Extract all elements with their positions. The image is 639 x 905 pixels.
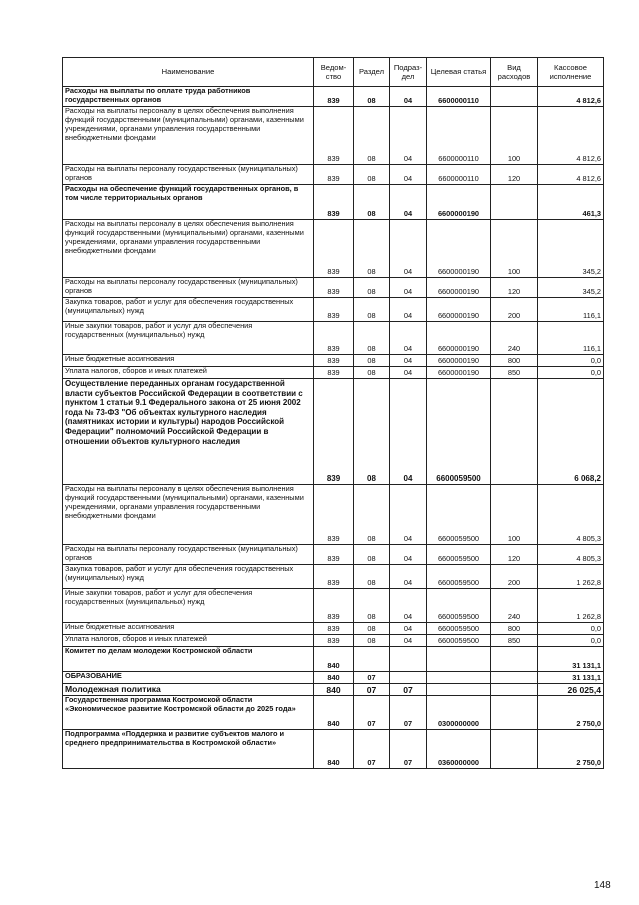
cell-dept: 840	[314, 672, 354, 684]
cell-subsection: 04	[390, 355, 427, 367]
cell-section: 08	[354, 107, 390, 165]
table-row	[63, 165, 604, 185]
cell-amount: 4 805,3	[538, 485, 604, 545]
cell-type: 120	[491, 545, 538, 565]
cell-subsection: 04	[390, 87, 427, 107]
cell-dept: 839	[314, 623, 354, 635]
cell-dept: 839	[314, 635, 354, 647]
cell-section: 08	[354, 379, 390, 485]
cell-target: 6600059500	[427, 565, 491, 589]
cell-subsection: 04	[390, 623, 427, 635]
cell-section: 08	[354, 485, 390, 545]
cell-type: 800	[491, 355, 538, 367]
cell-name: Молодежная политика	[63, 684, 314, 696]
cell-subsection: 04	[390, 185, 427, 220]
cell-target: 6600000190	[427, 322, 491, 355]
cell-name: Уплата налогов, сборов и иных платежей	[63, 367, 314, 379]
cell-name: Подпрограмма «Поддержка и развитие субъектов малого и среднего предпринимательства в Костромской области»	[63, 730, 314, 769]
cell-type: 850	[491, 635, 538, 647]
cell-dept: 840	[314, 696, 354, 730]
cell-amount: 0,0	[538, 355, 604, 367]
table-row	[63, 367, 604, 379]
cell-section: 08	[354, 87, 390, 107]
cell-amount: 31 131,1	[538, 672, 604, 684]
cell-target: 6600059500	[427, 589, 491, 623]
cell-amount: 0,0	[538, 367, 604, 379]
cell-subsection: 04	[390, 379, 427, 485]
cell-amount: 345,2	[538, 278, 604, 298]
cell-section: 08	[354, 165, 390, 185]
cell-dept: 839	[314, 589, 354, 623]
table-row	[63, 379, 604, 485]
cell-type	[491, 672, 538, 684]
cell-name: Иные бюджетные ассигнования	[63, 623, 314, 635]
cell-name: Комитет по делам молодежи Костромской области	[63, 647, 314, 672]
cell-amount: 31 131,1	[538, 647, 604, 672]
table-row	[63, 635, 604, 647]
cell-dept: 839	[314, 107, 354, 165]
table-row	[63, 684, 604, 696]
cell-target: 6600000190	[427, 220, 491, 278]
table-row	[63, 355, 604, 367]
cell-section: 08	[354, 322, 390, 355]
cell-name: Осуществление переданных органам государственной власти субъектов Российской Федерации в соответствии с пунктом 1 статьи 9.1 Федерального закона от 25 июня 2002 года № 73-ФЗ "Об объектах культурного наследия (памятниках истории и культуры) народов Российской Федерации" полномочий Российской Федерации в отношении объектов культурного наследия	[63, 379, 314, 485]
cell-amount: 116,1	[538, 298, 604, 322]
table-row	[63, 545, 604, 565]
cell-dept: 839	[314, 367, 354, 379]
cell-section: 07	[354, 672, 390, 684]
cell-section: 08	[354, 220, 390, 278]
cell-target: 6600000190	[427, 355, 491, 367]
cell-target: 6600059500	[427, 635, 491, 647]
cell-dept: 839	[314, 485, 354, 545]
cell-target: 6600000110	[427, 107, 491, 165]
cell-amount: 26 025,4	[538, 684, 604, 696]
cell-subsection: 04	[390, 545, 427, 565]
table-row	[63, 278, 604, 298]
cell-section: 07	[354, 684, 390, 696]
cell-type: 240	[491, 589, 538, 623]
cell-section: 08	[354, 565, 390, 589]
cell-amount: 2 750,0	[538, 730, 604, 769]
cell-name: Расходы на обеспечение функций государственных органов, в том числе территориальных органов	[63, 185, 314, 220]
cell-subsection: 04	[390, 367, 427, 379]
table-row	[63, 185, 604, 220]
cell-subsection: 04	[390, 485, 427, 545]
cell-subsection: 07	[390, 696, 427, 730]
header-subsection: Подраз-дел	[390, 58, 427, 87]
cell-name: Закупка товаров, работ и услуг для обеспечения государственных (муниципальных) нужд	[63, 565, 314, 589]
cell-type: 100	[491, 107, 538, 165]
table-row	[63, 672, 604, 684]
cell-type	[491, 730, 538, 769]
cell-name: Расходы на выплаты персоналу государственных (муниципальных) органов	[63, 165, 314, 185]
cell-name: Расходы на выплаты персоналу в целях обеспечения выполнения функций государственными (муниципальными) органами, казенными учреждениями, органами управления государственными внебюджетными фондами	[63, 485, 314, 545]
cell-name: Расходы на выплаты персоналу государственных (муниципальных) органов	[63, 545, 314, 565]
cell-section: 08	[354, 355, 390, 367]
page-number: 148	[594, 880, 611, 891]
cell-type	[491, 647, 538, 672]
cell-subsection: 04	[390, 107, 427, 165]
cell-target: 6600000190	[427, 185, 491, 220]
cell-section: 08	[354, 367, 390, 379]
cell-amount: 4 812,6	[538, 165, 604, 185]
cell-target: 6600000190	[427, 298, 491, 322]
cell-target: 0300000000	[427, 696, 491, 730]
cell-dept: 839	[314, 298, 354, 322]
cell-name: ОБРАЗОВАНИЕ	[63, 672, 314, 684]
table-row	[63, 730, 604, 769]
cell-subsection	[390, 647, 427, 672]
cell-target: 6600059500	[427, 485, 491, 545]
cell-name: Иные бюджетные ассигнования	[63, 355, 314, 367]
cell-target: 6600059500	[427, 623, 491, 635]
cell-section: 08	[354, 589, 390, 623]
table-row	[63, 623, 604, 635]
cell-target: 6600059500	[427, 379, 491, 485]
cell-dept: 839	[314, 278, 354, 298]
cell-amount: 116,1	[538, 322, 604, 355]
table-header-row	[63, 58, 604, 87]
cell-type	[491, 696, 538, 730]
table-row	[63, 220, 604, 278]
cell-type: 850	[491, 367, 538, 379]
cell-subsection: 04	[390, 565, 427, 589]
header-amount: Кассовое исполнение	[538, 58, 604, 87]
cell-target	[427, 684, 491, 696]
cell-target: 6600000110	[427, 165, 491, 185]
cell-section: 08	[354, 635, 390, 647]
cell-type: 120	[491, 165, 538, 185]
cell-dept: 839	[314, 185, 354, 220]
cell-type: 800	[491, 623, 538, 635]
budget-table	[62, 57, 604, 769]
cell-type	[491, 87, 538, 107]
cell-amount: 345,2	[538, 220, 604, 278]
cell-subsection: 04	[390, 165, 427, 185]
cell-target: 6600000190	[427, 367, 491, 379]
cell-amount: 0,0	[538, 635, 604, 647]
cell-type	[491, 684, 538, 696]
table-row	[63, 647, 604, 672]
cell-name: Расходы на выплаты персоналу государственных (муниципальных) органов	[63, 278, 314, 298]
cell-dept: 840	[314, 684, 354, 696]
header-type: Вид расходов	[491, 58, 538, 87]
cell-section	[354, 647, 390, 672]
cell-section: 08	[354, 623, 390, 635]
cell-dept: 839	[314, 379, 354, 485]
cell-target: 6600000190	[427, 278, 491, 298]
cell-subsection: 07	[390, 684, 427, 696]
table-row	[63, 298, 604, 322]
cell-subsection: 04	[390, 278, 427, 298]
header-section: Раздел	[354, 58, 390, 87]
cell-dept: 839	[314, 220, 354, 278]
cell-section: 07	[354, 730, 390, 769]
cell-target: 6600000110	[427, 87, 491, 107]
table-row	[63, 589, 604, 623]
cell-name: Закупка товаров, работ и услуг для обеспечения государственных (муниципальных) нужд	[63, 298, 314, 322]
header-target: Целевая статья	[427, 58, 491, 87]
cell-name: Расходы на выплаты персоналу в целях обеспечения выполнения функций государственными (муниципальными) органами, казенными учреждениями, органами управления государственными внебюджетными фондами	[63, 107, 314, 165]
table-row	[63, 485, 604, 545]
cell-subsection: 04	[390, 589, 427, 623]
cell-amount: 4 812,6	[538, 107, 604, 165]
cell-subsection: 04	[390, 220, 427, 278]
cell-dept: 839	[314, 545, 354, 565]
header-name: Наименование	[63, 58, 314, 87]
cell-target	[427, 672, 491, 684]
cell-dept: 840	[314, 730, 354, 769]
cell-dept: 839	[314, 322, 354, 355]
table-row	[63, 696, 604, 730]
cell-target: 0360000000	[427, 730, 491, 769]
cell-amount: 2 750,0	[538, 696, 604, 730]
table-row	[63, 322, 604, 355]
cell-subsection: 04	[390, 635, 427, 647]
table-row	[63, 107, 604, 165]
cell-name: Уплата налогов, сборов и иных платежей	[63, 635, 314, 647]
cell-subsection: 04	[390, 298, 427, 322]
cell-dept: 839	[314, 355, 354, 367]
cell-subsection	[390, 672, 427, 684]
cell-type: 200	[491, 298, 538, 322]
cell-amount: 4 805,3	[538, 545, 604, 565]
cell-amount: 0,0	[538, 623, 604, 635]
cell-target: 6600059500	[427, 545, 491, 565]
cell-name: Иные закупки товаров, работ и услуг для обеспечения государственных (муниципальных) нужд	[63, 589, 314, 623]
cell-amount: 1 262,8	[538, 565, 604, 589]
cell-name: Расходы на выплаты персоналу в целях обеспечения выполнения функций государственными (муниципальными) органами, казенными учреждениями, органами управления государственными внебюджетными фондами	[63, 220, 314, 278]
header-dept: Ведом-ство	[314, 58, 354, 87]
cell-section: 08	[354, 185, 390, 220]
cell-name: Государственная программа Костромской области «Экономическое развитие Костромской области до 2025 года»	[63, 696, 314, 730]
table-row	[63, 87, 604, 107]
cell-type: 240	[491, 322, 538, 355]
cell-type: 120	[491, 278, 538, 298]
cell-section: 08	[354, 298, 390, 322]
cell-section: 08	[354, 278, 390, 298]
cell-name: Иные закупки товаров, работ и услуг для обеспечения государственных (муниципальных) нужд	[63, 322, 314, 355]
cell-dept: 839	[314, 87, 354, 107]
cell-subsection: 04	[390, 322, 427, 355]
cell-section: 08	[354, 545, 390, 565]
table-row	[63, 565, 604, 589]
cell-type	[491, 379, 538, 485]
cell-target	[427, 647, 491, 672]
cell-type: 100	[491, 485, 538, 545]
cell-amount: 4 812,6	[538, 87, 604, 107]
cell-subsection: 07	[390, 730, 427, 769]
cell-amount: 6 068,2	[538, 379, 604, 485]
cell-type	[491, 185, 538, 220]
cell-amount: 1 262,8	[538, 589, 604, 623]
cell-dept: 839	[314, 565, 354, 589]
cell-dept: 840	[314, 647, 354, 672]
cell-dept: 839	[314, 165, 354, 185]
cell-section: 07	[354, 696, 390, 730]
cell-type: 200	[491, 565, 538, 589]
cell-amount: 461,3	[538, 185, 604, 220]
cell-name: Расходы на выплаты по оплате труда работников государственных органов	[63, 87, 314, 107]
cell-type: 100	[491, 220, 538, 278]
